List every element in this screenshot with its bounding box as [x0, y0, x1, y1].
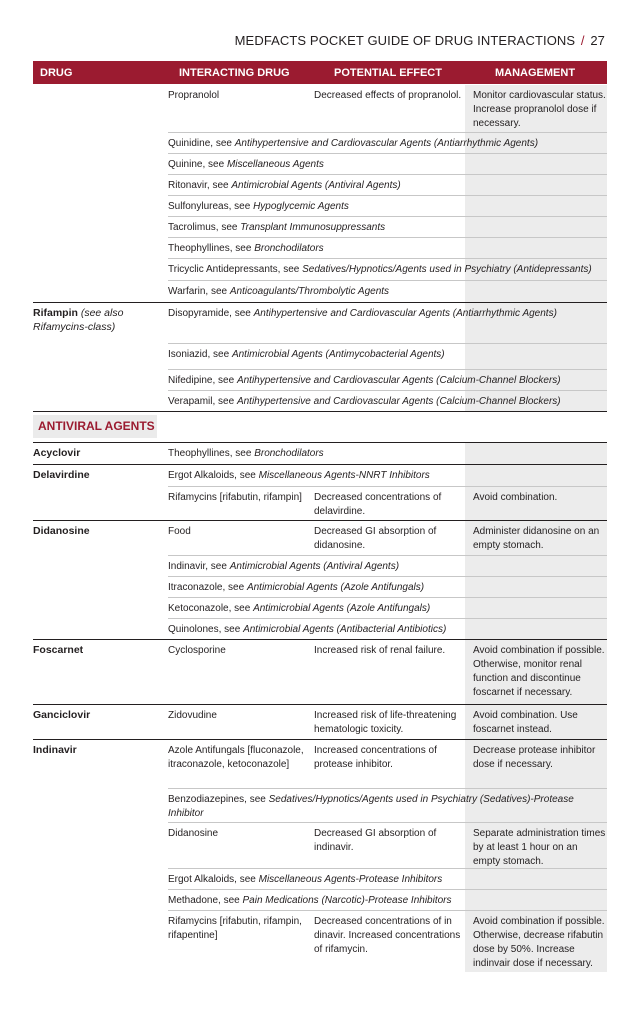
- column-header-potential-effect: POTENTIAL EFFECT: [334, 67, 442, 79]
- table-row: [168, 343, 607, 369]
- see-category: Antihypertensive and Cardiovascular Agents (Antiarrhythmic Agents): [253, 308, 557, 319]
- table-row: [168, 195, 607, 216]
- drug-block: [33, 302, 607, 411]
- table-row: [168, 216, 607, 237]
- see-category: Hypoglycemic Agents: [253, 201, 349, 212]
- interaction-rows: [168, 521, 607, 639]
- see-category: Antihypertensive and Cardiovascular Agents (Calcium-Channel Blockers): [236, 375, 561, 386]
- see-text: , see: [212, 375, 237, 386]
- see-text: , see: [206, 180, 232, 191]
- see-category: Pain Medications (Narcotic)-Protease Inhibitors: [242, 895, 452, 906]
- drug-name: [33, 446, 161, 460]
- see-text: , see: [202, 159, 227, 170]
- see-category: Antimicrobial Agents (Antibacterial Antibiotics): [243, 624, 447, 635]
- interacting-drug: Quinidine: [168, 138, 211, 149]
- interacting-drug: Ketoconazole: [168, 603, 229, 614]
- potential-effect: Increased concentrations of protease inhibitor.: [314, 745, 437, 770]
- interacting-drug: Azole Antifungals [fluconazole, itraconazole, ketoconazole]: [168, 745, 304, 770]
- column-header-management: MANAGEMENT: [495, 67, 576, 79]
- see-category: Transplant Immunosuppressants: [240, 222, 386, 233]
- see-text: , see: [244, 794, 269, 805]
- see-text: , see: [205, 286, 230, 297]
- table-row: [168, 705, 607, 739]
- management-text: Monitor cardiovascular status. Increase propranolol dose if necessary.: [473, 90, 606, 129]
- page-number: 27: [590, 33, 605, 48]
- interacting-drug: Rifamycins [rifabutin, rifampin, rifapentine]: [168, 916, 302, 941]
- see-text: , see: [207, 349, 232, 360]
- see-text: , see: [212, 396, 237, 407]
- table-row: [168, 85, 607, 132]
- drug-block: [33, 639, 607, 704]
- running-head: [235, 33, 605, 48]
- drug-name: [33, 468, 161, 482]
- drug-name: [33, 524, 161, 538]
- cross-reference: [168, 447, 606, 461]
- potential-effect: Decreased GI absorption of indinavir.: [314, 828, 437, 853]
- drug-note: (see also Rifamycins-class): [33, 307, 124, 333]
- interaction-rows: [168, 705, 607, 739]
- section-heading-label: ANTIVIRAL AGENTS: [33, 415, 157, 438]
- drug-block: [33, 704, 607, 739]
- table-row: [168, 443, 607, 464]
- running-head-title: MEDFACTS POCKET GUIDE OF DRUG INTERACTIONS: [234, 33, 576, 48]
- see-text: , see: [228, 603, 254, 614]
- interacting-drug: Itraconazole: [168, 582, 223, 593]
- drug-name: [33, 306, 161, 334]
- drug-name: [33, 643, 161, 657]
- drug-name-text: Acyclovir: [33, 447, 81, 459]
- interaction-rows: [168, 640, 607, 704]
- drug-name-text: Foscarnet: [33, 644, 84, 656]
- cross-reference: [168, 623, 606, 637]
- see-category: Bronchodilators: [254, 243, 324, 254]
- interacting-drug: Sulfonylureas: [168, 201, 229, 212]
- cross-reference: [168, 285, 606, 299]
- management-text: Avoid combination if possible. Otherwise, decrease rifabutin dose by 50%. Increase indinvair dose if necessary.: [473, 916, 605, 969]
- interacting-drug: Warfarin: [168, 286, 206, 297]
- management-text: Avoid combination. Use foscarnet instead.: [473, 710, 578, 735]
- see-text: , see: [229, 243, 255, 254]
- cross-reference: [168, 307, 606, 321]
- interaction-rows: [168, 740, 607, 972]
- interacting-drug: Isoniazid: [168, 349, 208, 360]
- see-text: , see: [228, 201, 254, 212]
- drug-block: [33, 520, 607, 639]
- interacting-drug: Tricyclic Antidepressants: [168, 264, 278, 275]
- table-row: [168, 910, 607, 972]
- table-row: [168, 868, 607, 889]
- interacting-drug: Benzodiazepines: [168, 794, 245, 805]
- see-category: Anticoagulants/Thrombolytic Agents: [229, 286, 390, 297]
- see-text: , see: [234, 874, 259, 885]
- interacting-drug: Tacrolimus: [168, 222, 216, 233]
- section-heading: [33, 412, 607, 442]
- table-row: [168, 555, 607, 576]
- cross-reference: [168, 873, 606, 887]
- drug-name: [33, 743, 161, 757]
- interacting-drug: Theophyllines: [168, 243, 230, 254]
- interacting-drug: Ergot Alkaloids: [168, 874, 235, 885]
- see-text: , see: [229, 308, 254, 319]
- see-text: , see: [215, 222, 241, 233]
- see-category: Antimicrobial Agents (Azole Antifungals): [246, 582, 425, 593]
- cross-reference: [168, 793, 606, 821]
- see-category: Miscellaneous Agents-NNRT Inhibitors: [258, 470, 430, 481]
- table-row: [168, 788, 607, 822]
- drug-name: [33, 708, 161, 722]
- potential-effect: Decreased concentrations of in dinavir. Increased concentrations of rifamycin.: [314, 916, 461, 955]
- table-row: [168, 280, 607, 302]
- see-category: Miscellaneous Agents: [226, 159, 324, 170]
- see-text: , see: [229, 448, 255, 459]
- interacting-drug: Ritonavir: [168, 180, 207, 191]
- interaction-table: [33, 85, 607, 972]
- see-text: , see: [205, 561, 230, 572]
- interacting-drug: Zidovudine: [168, 710, 217, 721]
- potential-effect: Increased risk of renal failure.: [314, 645, 446, 656]
- drug-name-text: Rifampin: [33, 307, 78, 319]
- interaction-rows: [168, 443, 607, 464]
- see-text: , see: [210, 138, 235, 149]
- table-row: [168, 740, 607, 788]
- cross-reference: [168, 395, 606, 409]
- interacting-drug: Verapamil: [168, 396, 213, 407]
- see-category: Miscellaneous Agents-Protease Inhibitors: [258, 874, 443, 885]
- see-category: Bronchodilators: [254, 448, 324, 459]
- see-text: , see: [277, 264, 303, 275]
- table-row: [168, 369, 607, 390]
- column-header-drug: DRUG: [40, 67, 73, 79]
- drug-block: [33, 442, 607, 464]
- table-row: [168, 258, 607, 280]
- cross-reference: [168, 894, 606, 908]
- interacting-drug: Propranolol: [168, 90, 220, 101]
- table-row: [168, 889, 607, 910]
- table-row: [168, 521, 607, 555]
- table-row: [168, 237, 607, 258]
- management-text: Avoid combination.: [473, 492, 558, 503]
- cross-reference: [168, 560, 606, 574]
- interacting-drug: Quinolones: [168, 624, 219, 635]
- cross-reference: [168, 348, 606, 362]
- cross-reference: [168, 221, 606, 235]
- cross-reference: [168, 179, 606, 193]
- cross-reference: [168, 263, 606, 277]
- table-row: [168, 822, 607, 868]
- see-category: Sedatives/Hypnotics/Agents used in Psychiatry (Antidepressants): [302, 264, 592, 275]
- management-text: Decrease protease inhibitor dose if necessary.: [473, 745, 596, 770]
- interacting-drug: Cyclosporine: [168, 645, 226, 656]
- column-header-bar: [33, 61, 607, 84]
- management-text: Avoid combination if possible. Otherwise, monitor renal function and discontinue foscarnet if necessary.: [473, 645, 605, 698]
- drug-block: [33, 464, 607, 520]
- running-head-separator: /: [580, 33, 585, 48]
- see-category: Antihypertensive and Cardiovascular Agents (Antiarrhythmic Agents): [234, 138, 539, 149]
- interacting-drug: Food: [168, 526, 191, 537]
- interacting-drug: Didanosine: [168, 828, 219, 839]
- potential-effect: Increased risk of life-threatening hematologic toxicity.: [314, 710, 457, 735]
- see-text: , see: [218, 624, 244, 635]
- interacting-drug: Indinavir: [168, 561, 206, 572]
- interaction-rows: [168, 85, 607, 302]
- interacting-drug: Methadone: [168, 895, 219, 906]
- interacting-drug: Quinine: [168, 159, 203, 170]
- interacting-drug: Theophyllines: [168, 448, 230, 459]
- cross-reference: [168, 581, 606, 595]
- table-row: [168, 390, 607, 411]
- see-category: Antimicrobial Agents (Azole Antifungals): [253, 603, 431, 614]
- see-text: , see: [234, 470, 259, 481]
- see-text: , see: [218, 895, 243, 906]
- cross-reference: [168, 158, 606, 172]
- cross-reference: [168, 242, 606, 256]
- potential-effect: Decreased concentrations of delavirdine.: [314, 492, 442, 517]
- drug-block: [33, 85, 607, 302]
- cross-reference: [168, 469, 606, 483]
- potential-effect: Decreased GI absorption of didanosine.: [314, 526, 437, 551]
- management-text: Separate administration times by at least 1 hour on an empty stomach.: [473, 828, 606, 867]
- table-row: [168, 153, 607, 174]
- table-row: [168, 576, 607, 597]
- table-row: [168, 465, 607, 486]
- management-text: Administer didanosine on an empty stomach.: [473, 526, 600, 551]
- drug-name-text: Delavirdine: [33, 469, 90, 481]
- see-category: Antihypertensive and Cardiovascular Agents (Calcium-Channel Blockers): [236, 396, 561, 407]
- table-row: [168, 640, 607, 704]
- drug-block: [33, 739, 607, 972]
- cross-reference: [168, 200, 606, 214]
- see-category: Antimicrobial Agents (Antiviral Agents): [229, 561, 400, 572]
- cross-reference: [168, 374, 606, 388]
- interaction-rows: [168, 303, 607, 411]
- column-header-interacting-drug: INTERACTING DRUG: [179, 67, 290, 79]
- drug-name-text: Indinavir: [33, 744, 77, 756]
- see-category: Sedatives/Hypnotics/Agents used in Psychiatry (Sedatives)-Protease Inhibitor: [168, 794, 574, 819]
- cross-reference: [168, 602, 606, 616]
- potential-effect: Decreased effects of propranolol.: [314, 90, 462, 101]
- table-row: [168, 174, 607, 195]
- see-category: Antimicrobial Agents (Antiviral Agents): [231, 180, 401, 191]
- cross-reference: [168, 137, 606, 151]
- table-row: [168, 618, 607, 639]
- interaction-rows: [168, 465, 607, 520]
- table-row: [168, 303, 607, 343]
- see-text: , see: [222, 582, 247, 593]
- interacting-drug: Ergot Alkaloids: [168, 470, 235, 481]
- table-row: [168, 597, 607, 618]
- interacting-drug: Rifamycins [rifabutin, rifampin]: [168, 492, 302, 503]
- interacting-drug: Nifedipine: [168, 375, 213, 386]
- interacting-drug: Disopyramide: [168, 308, 230, 319]
- table-row: [168, 132, 607, 153]
- drug-name-text: Ganciclovir: [33, 709, 91, 721]
- table-row: [168, 486, 607, 520]
- drug-name-text: Didanosine: [33, 525, 90, 537]
- see-category: Antimicrobial Agents (Antimycobacterial Agents): [231, 349, 445, 360]
